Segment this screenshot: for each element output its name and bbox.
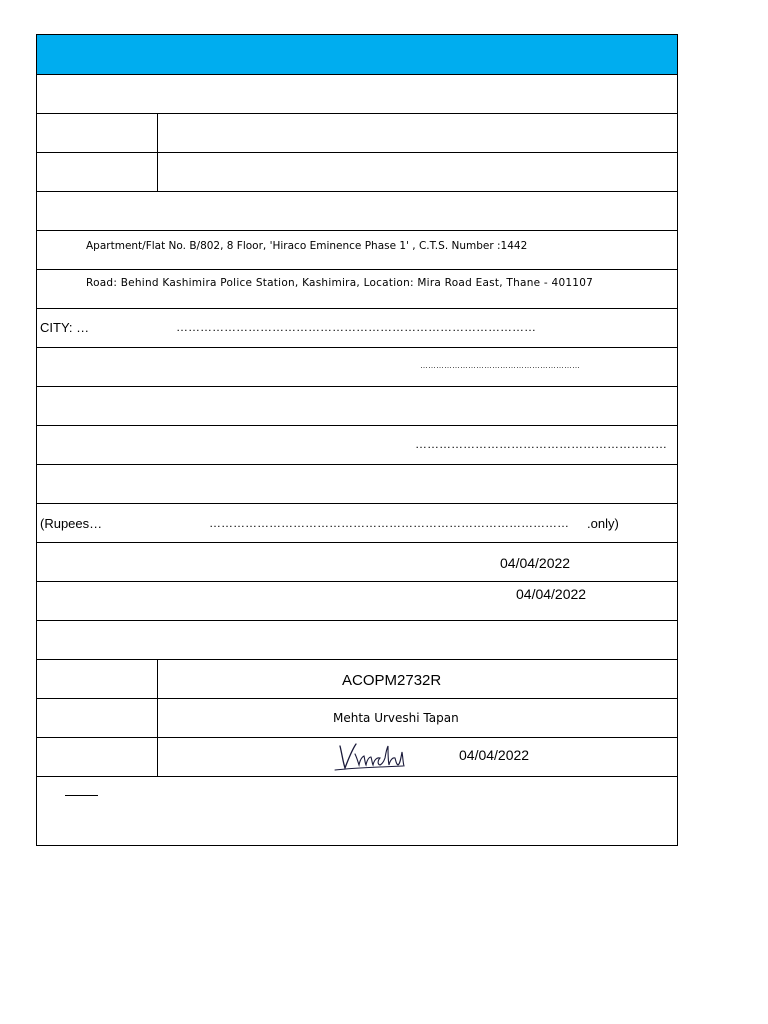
dotted-blank: ………………………………………………………: [415, 438, 667, 450]
declarant-name: Mehta Urveshi Tapan: [333, 711, 459, 725]
dotted-blank: ……………………………………………………: [420, 362, 580, 370]
column-divider: [157, 699, 158, 737]
address-line-1: Apartment/Flat No. B/802, 8 Floor, 'Hiraco Eminence Phase 1' , C.T.S. Number :1442: [86, 240, 528, 252]
form-row-blank: [37, 387, 677, 426]
address-line-2: Road: Behind Kashimira Police Station, Kashimira, Location: Mira Road East, Thane - 401107: [86, 277, 594, 289]
rupees-only-label: .only): [587, 516, 619, 531]
column-divider: [157, 153, 158, 191]
underline-mark: [65, 795, 98, 796]
signature-row: [37, 738, 677, 777]
date-value: 04/04/2022: [500, 555, 571, 571]
city-label: CITY: …: [40, 320, 90, 335]
dotted-line-row: [37, 348, 677, 387]
form-row-blank: [37, 192, 677, 231]
city-value-dots: ………………………………………………………………………………: [176, 321, 536, 333]
pan-row: [37, 660, 677, 699]
column-divider: [157, 114, 158, 152]
form-row-split: [37, 114, 677, 153]
form-row-blank: [37, 621, 677, 660]
declaration-form: [36, 34, 678, 846]
form-row-blank: [37, 465, 677, 504]
form-header-bar: [37, 35, 677, 75]
dotted-line-row: [37, 426, 677, 465]
form-row-split: [37, 153, 677, 192]
pan-number: ACOPM2732R: [342, 672, 442, 689]
column-divider: [157, 660, 158, 698]
form-footer-row: [37, 777, 677, 845]
date-row: [37, 543, 677, 582]
rupees-label: (Rupees…: [40, 516, 103, 531]
date-value: 04/04/2022: [516, 586, 587, 602]
signature-date: 04/04/2022: [459, 747, 530, 763]
column-divider: [157, 738, 158, 776]
address-line-1-row: [37, 231, 677, 270]
rupees-dots: ………………………………………………………………………………: [209, 517, 569, 529]
city-row: [37, 309, 677, 348]
name-row: [37, 699, 677, 738]
form-row-blank: [37, 75, 677, 114]
handwritten-signature: [333, 740, 407, 774]
address-line-2-row: [37, 270, 677, 309]
date-row: [37, 582, 677, 621]
amount-in-words-row: [37, 504, 677, 543]
